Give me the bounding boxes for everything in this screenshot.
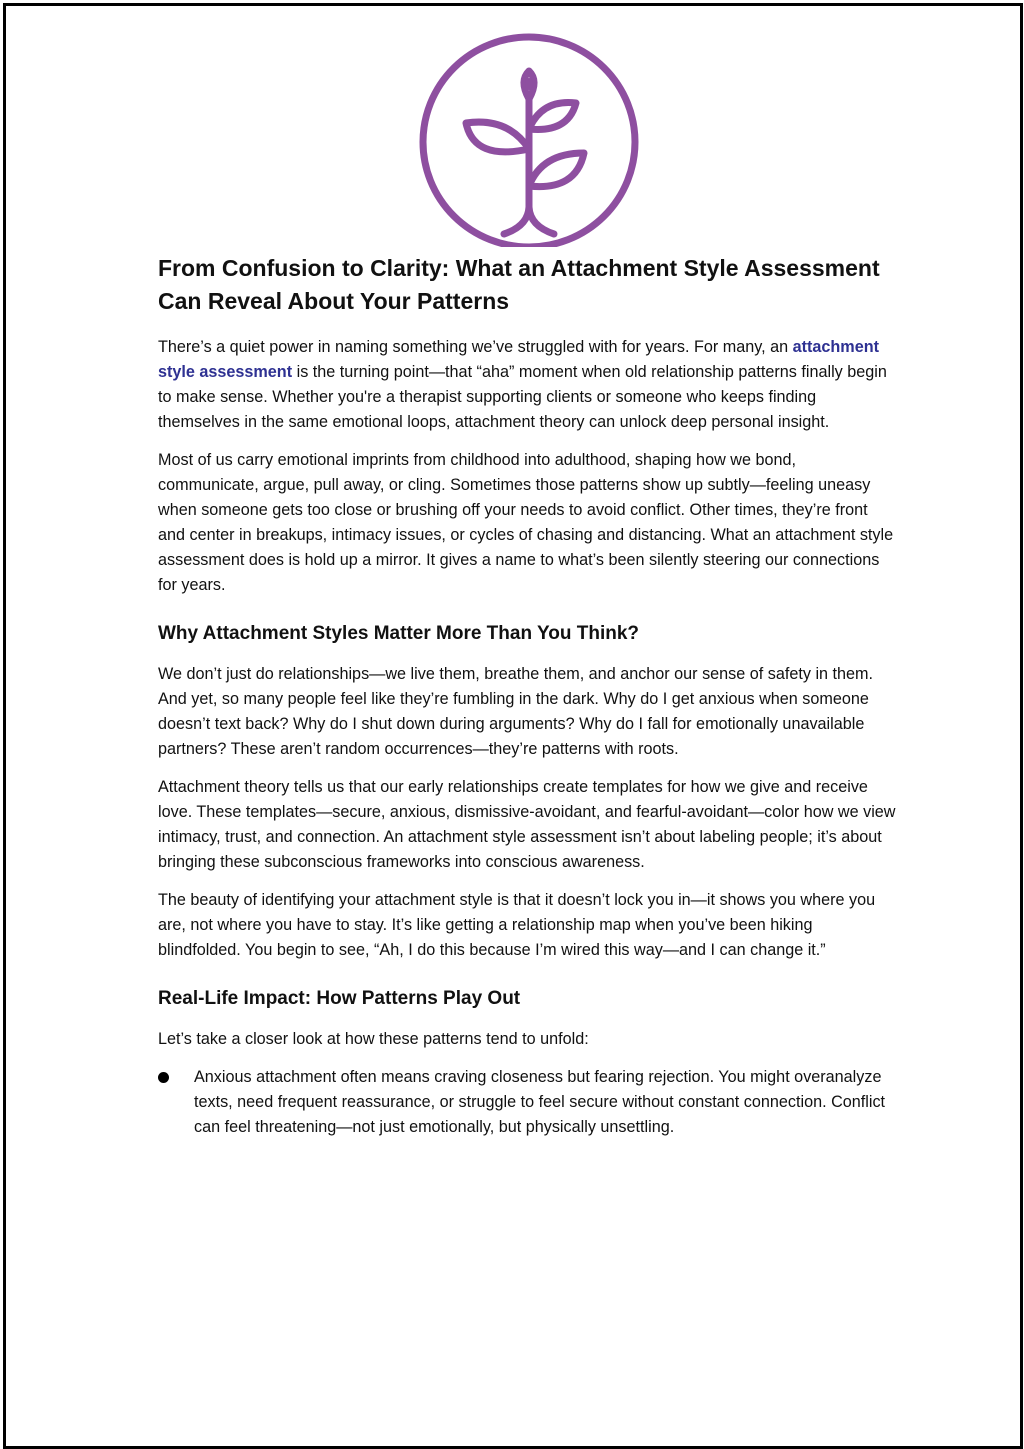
intro-text-after: is the turning point—that “aha” moment when old relationship patterns finally begin to make sense. Whether you're a therapist supporting clients or someone who keeps finding themselves in the same emotional loops, attachment theory can unlock deep personal insight. <box>158 363 887 431</box>
article <box>158 252 898 1140</box>
list-item <box>158 1065 898 1140</box>
paragraph-relationships: We don’t just do relationships—we live them, breathe them, and anchor our sense of safety in them. And yet, so many people feel like they’re fumbling in the dark. Why do I get anxious when someone doesn’t text back? Why do I shut down during arguments? Why do I fall for emotionally unavailable partners? These aren’t random occurrences—they’re patterns with roots. <box>158 665 874 758</box>
paragraph-emotional-imprints: Most of us carry emotional imprints from childhood into adulthood, shaping how we bond, communicate, argue, pull away, or cling. Sometimes those patterns show up subtly—feeling uneasy when someone gets too close or brushing off your needs to avoid conflict. Other times, they’re front and center in breakups, intimacy issues, or cycles of chasing and distancing. What an attachment style assessment does is hold up a mirror. It gives a name to what’s been silently steering our connections for years. <box>158 451 894 594</box>
intro-text-before: There’s a quiet power in naming something we’ve struggled with for years. For many, an <box>158 338 793 356</box>
article-title: From Confusion to Clarity: What an Attachment Style Assessment Can Reveal About Your Patterns <box>158 255 880 314</box>
document-page <box>3 3 1023 1449</box>
list-item-text: Anxious attachment often means craving closeness but fearing rejection. You might overanalyze texts, need frequent reassurance, or struggle to feel secure without constant connection. Conflict can feel threatening—not just emotionally, but physically unsettling. <box>194 1068 886 1136</box>
heading-real-life-impact: Real-Life Impact: How Patterns Play Out <box>158 988 521 1009</box>
bullet-icon <box>158 1072 169 1083</box>
attachment-assessment-link[interactable]: attachment style assessment <box>158 338 879 381</box>
heading-why-attachment-matters: Why Attachment Styles Matter More Than You Think? <box>158 623 640 644</box>
paragraph-closer-look: Let’s take a closer look at how these patterns tend to unfold: <box>158 1030 589 1048</box>
paragraph-beauty-of-identifying: The beauty of identifying your attachment style is that it doesn’t lock you in—it shows you where you are, not where you have to stay. It’s like getting a relationship map when you’ve been hiking blindfolded. You begin to see, “Ah, I do this because I’m wired this way—and I can change it.” <box>158 891 876 959</box>
patterns-list <box>158 1065 898 1140</box>
sprout-in-circle-logo <box>416 21 642 247</box>
paragraph-attachment-theory: Attachment theory tells us that our early relationships create templates for how we give and receive love. These templates—secure, anxious, dismissive-avoidant, and fearful-avoidant—color how we view intimacy, trust, and connection. An attachment style assessment isn’t about labeling people; it’s about bringing these subconscious frameworks into conscious awareness. <box>158 778 896 871</box>
intro-paragraph <box>158 335 898 435</box>
